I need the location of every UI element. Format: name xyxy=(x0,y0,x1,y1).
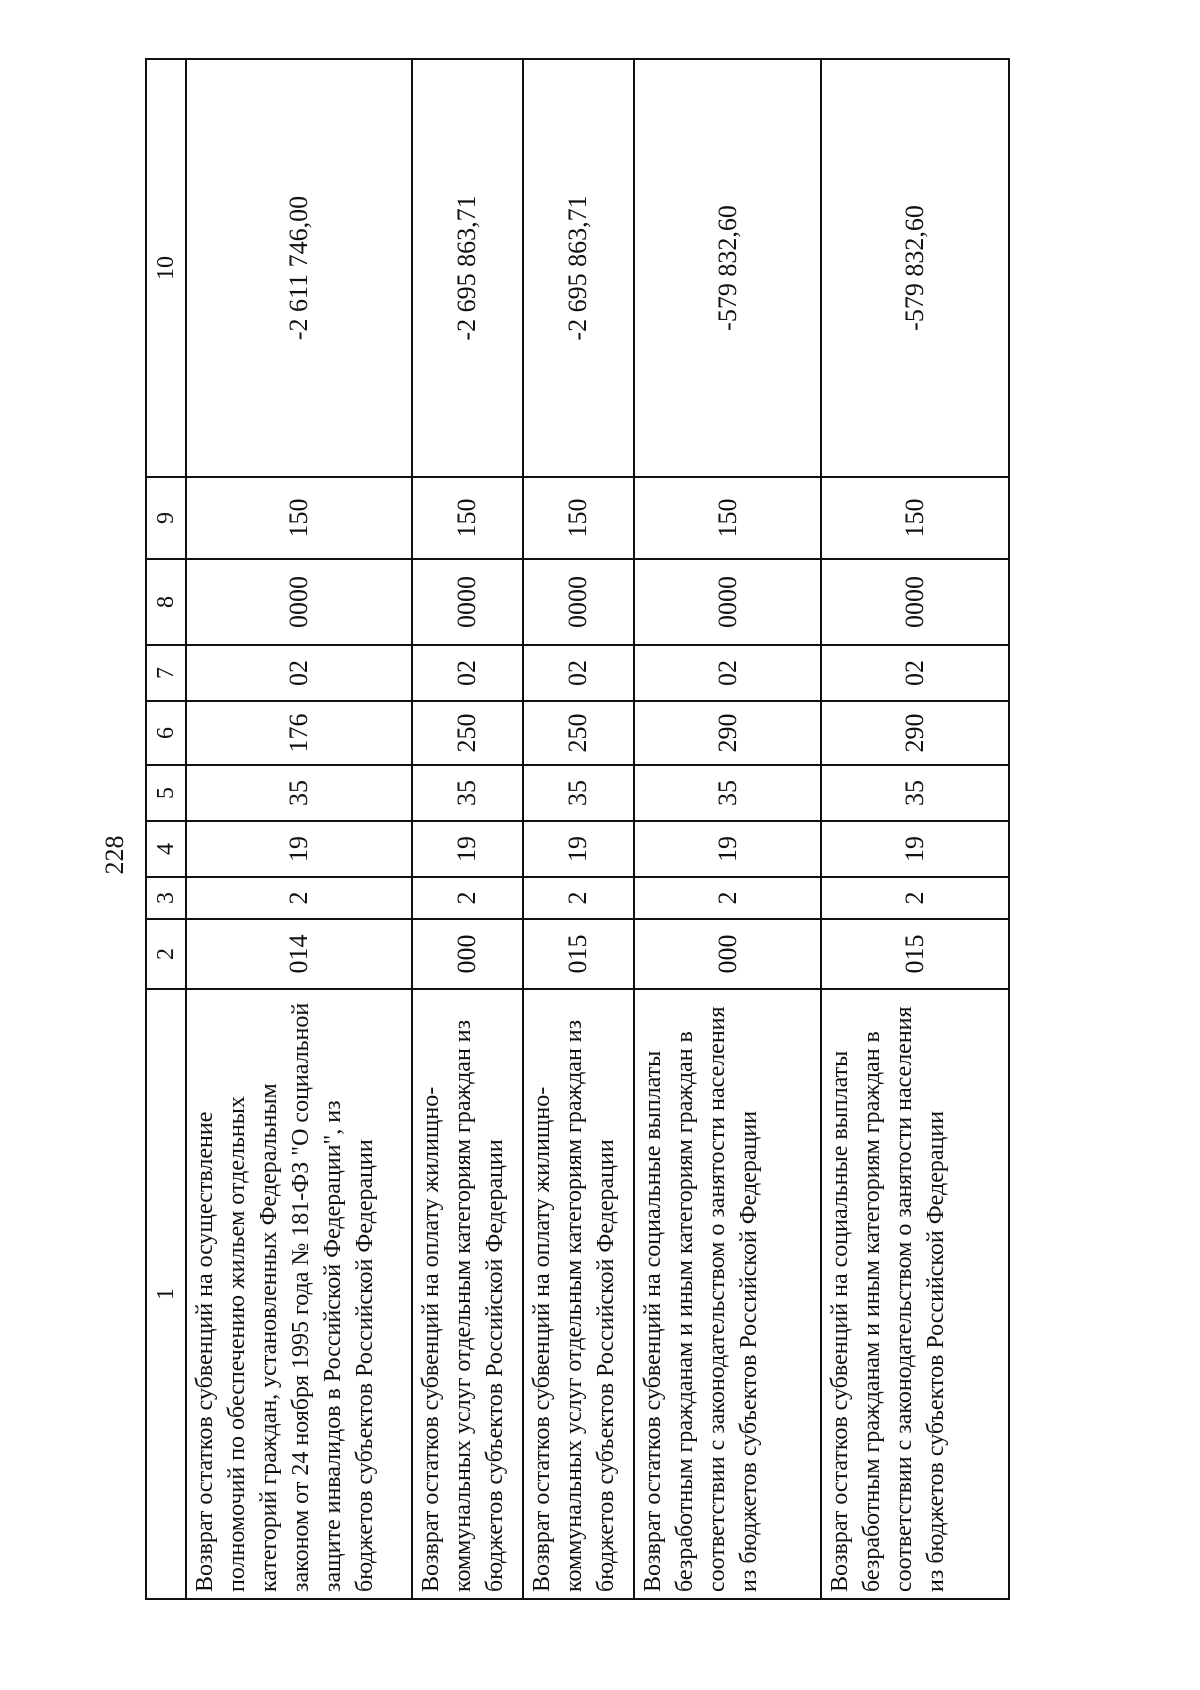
cell-group-code: 2 xyxy=(412,877,523,919)
col-header-5: 5 xyxy=(146,765,186,821)
cell-classification-code: 150 xyxy=(412,477,523,559)
row-description: Возврат остатков субвенций на осуществление полномочий по обеспечению жильем отдельных категорий граждан, установленных Федеральным законом от 24 ноября 1995 года № 181-ФЗ "О социальной защите инвалидов в Российской Федерации", из бюджетов субъектов Российской Федерации xyxy=(186,989,412,1599)
cell-amount: -2 695 863,71 xyxy=(523,59,634,477)
col-header-10: 10 xyxy=(146,59,186,477)
cell-article-code: 35 xyxy=(412,765,523,821)
cell-admin-code: 015 xyxy=(523,919,634,989)
cell-amount: -2 611 746,00 xyxy=(186,59,412,477)
table-row xyxy=(186,59,412,1599)
cell-admin-code: 014 xyxy=(186,919,412,989)
row-description: Возврат остатков субвенций на социальные выплаты безработным гражданам и иным категориям граждан в соответствии с законодательством о занятости населения из бюджетов субъектов Российской Федерации xyxy=(821,989,1009,1599)
cell-classification-code: 150 xyxy=(186,477,412,559)
cell-group-code: 2 xyxy=(186,877,412,919)
cell-classification-code: 150 xyxy=(634,477,822,559)
cell-amount: -579 832,60 xyxy=(634,59,822,477)
table-row xyxy=(821,59,1009,1599)
col-header-4: 4 xyxy=(146,821,186,877)
cell-subarticle-code: 176 xyxy=(186,701,412,765)
cell-program-code: 0000 xyxy=(634,559,822,645)
row-description: Возврат остатков субвенций на социальные выплаты безработным гражданам и иным категориям граждан в соответствии с законодательством о занятости населения из бюджетов субъектов Российской Федерации xyxy=(634,989,822,1599)
cell-element-code: 02 xyxy=(523,645,634,701)
cell-admin-code: 015 xyxy=(821,919,1009,989)
cell-classification-code: 150 xyxy=(523,477,634,559)
table-row xyxy=(634,59,822,1599)
col-header-7: 7 xyxy=(146,645,186,701)
cell-element-code: 02 xyxy=(186,645,412,701)
cell-subgroup-code: 19 xyxy=(821,821,1009,877)
col-header-6: 6 xyxy=(146,701,186,765)
col-header-3: 3 xyxy=(146,877,186,919)
cell-classification-code: 150 xyxy=(821,477,1009,559)
cell-program-code: 0000 xyxy=(523,559,634,645)
cell-subarticle-code: 250 xyxy=(523,701,634,765)
page-number: 228 xyxy=(100,835,129,875)
cell-group-code: 2 xyxy=(821,877,1009,919)
cell-amount: -2 695 863,71 xyxy=(412,59,523,477)
budget-table xyxy=(145,58,1010,1600)
col-header-2: 2 xyxy=(146,919,186,989)
cell-subarticle-code: 290 xyxy=(634,701,822,765)
cell-subgroup-code: 19 xyxy=(634,821,822,877)
cell-group-code: 2 xyxy=(523,877,634,919)
col-header-9: 9 xyxy=(146,477,186,559)
cell-subarticle-code: 250 xyxy=(412,701,523,765)
cell-program-code: 0000 xyxy=(186,559,412,645)
cell-subgroup-code: 19 xyxy=(186,821,412,877)
cell-subgroup-code: 19 xyxy=(412,821,523,877)
cell-article-code: 35 xyxy=(821,765,1009,821)
cell-subgroup-code: 19 xyxy=(523,821,634,877)
row-description: Возврат остатков субвенций на оплату жилищно-коммунальных услуг отдельным категориям граждан из бюджетов субъектов Российской Федерации xyxy=(523,989,634,1599)
cell-program-code: 0000 xyxy=(821,559,1009,645)
cell-admin-code: 000 xyxy=(412,919,523,989)
cell-article-code: 35 xyxy=(186,765,412,821)
cell-program-code: 0000 xyxy=(412,559,523,645)
table-row xyxy=(523,59,634,1599)
cell-group-code: 2 xyxy=(634,877,822,919)
table-row xyxy=(412,59,523,1599)
cell-element-code: 02 xyxy=(412,645,523,701)
col-header-8: 8 xyxy=(146,559,186,645)
cell-amount: -579 832,60 xyxy=(821,59,1009,477)
col-header-1: 1 xyxy=(146,989,186,1599)
cell-element-code: 02 xyxy=(821,645,1009,701)
header-row xyxy=(146,59,186,1599)
table-wrapper xyxy=(145,60,1010,1600)
cell-subarticle-code: 290 xyxy=(821,701,1009,765)
cell-article-code: 35 xyxy=(634,765,822,821)
rotated-table-container xyxy=(145,60,1010,1600)
row-description: Возврат остатков субвенций на оплату жилищно-коммунальных услуг отдельным категориям граждан из бюджетов субъектов Российской Федерации xyxy=(412,989,523,1599)
cell-article-code: 35 xyxy=(523,765,634,821)
cell-element-code: 02 xyxy=(634,645,822,701)
cell-admin-code: 000 xyxy=(634,919,822,989)
